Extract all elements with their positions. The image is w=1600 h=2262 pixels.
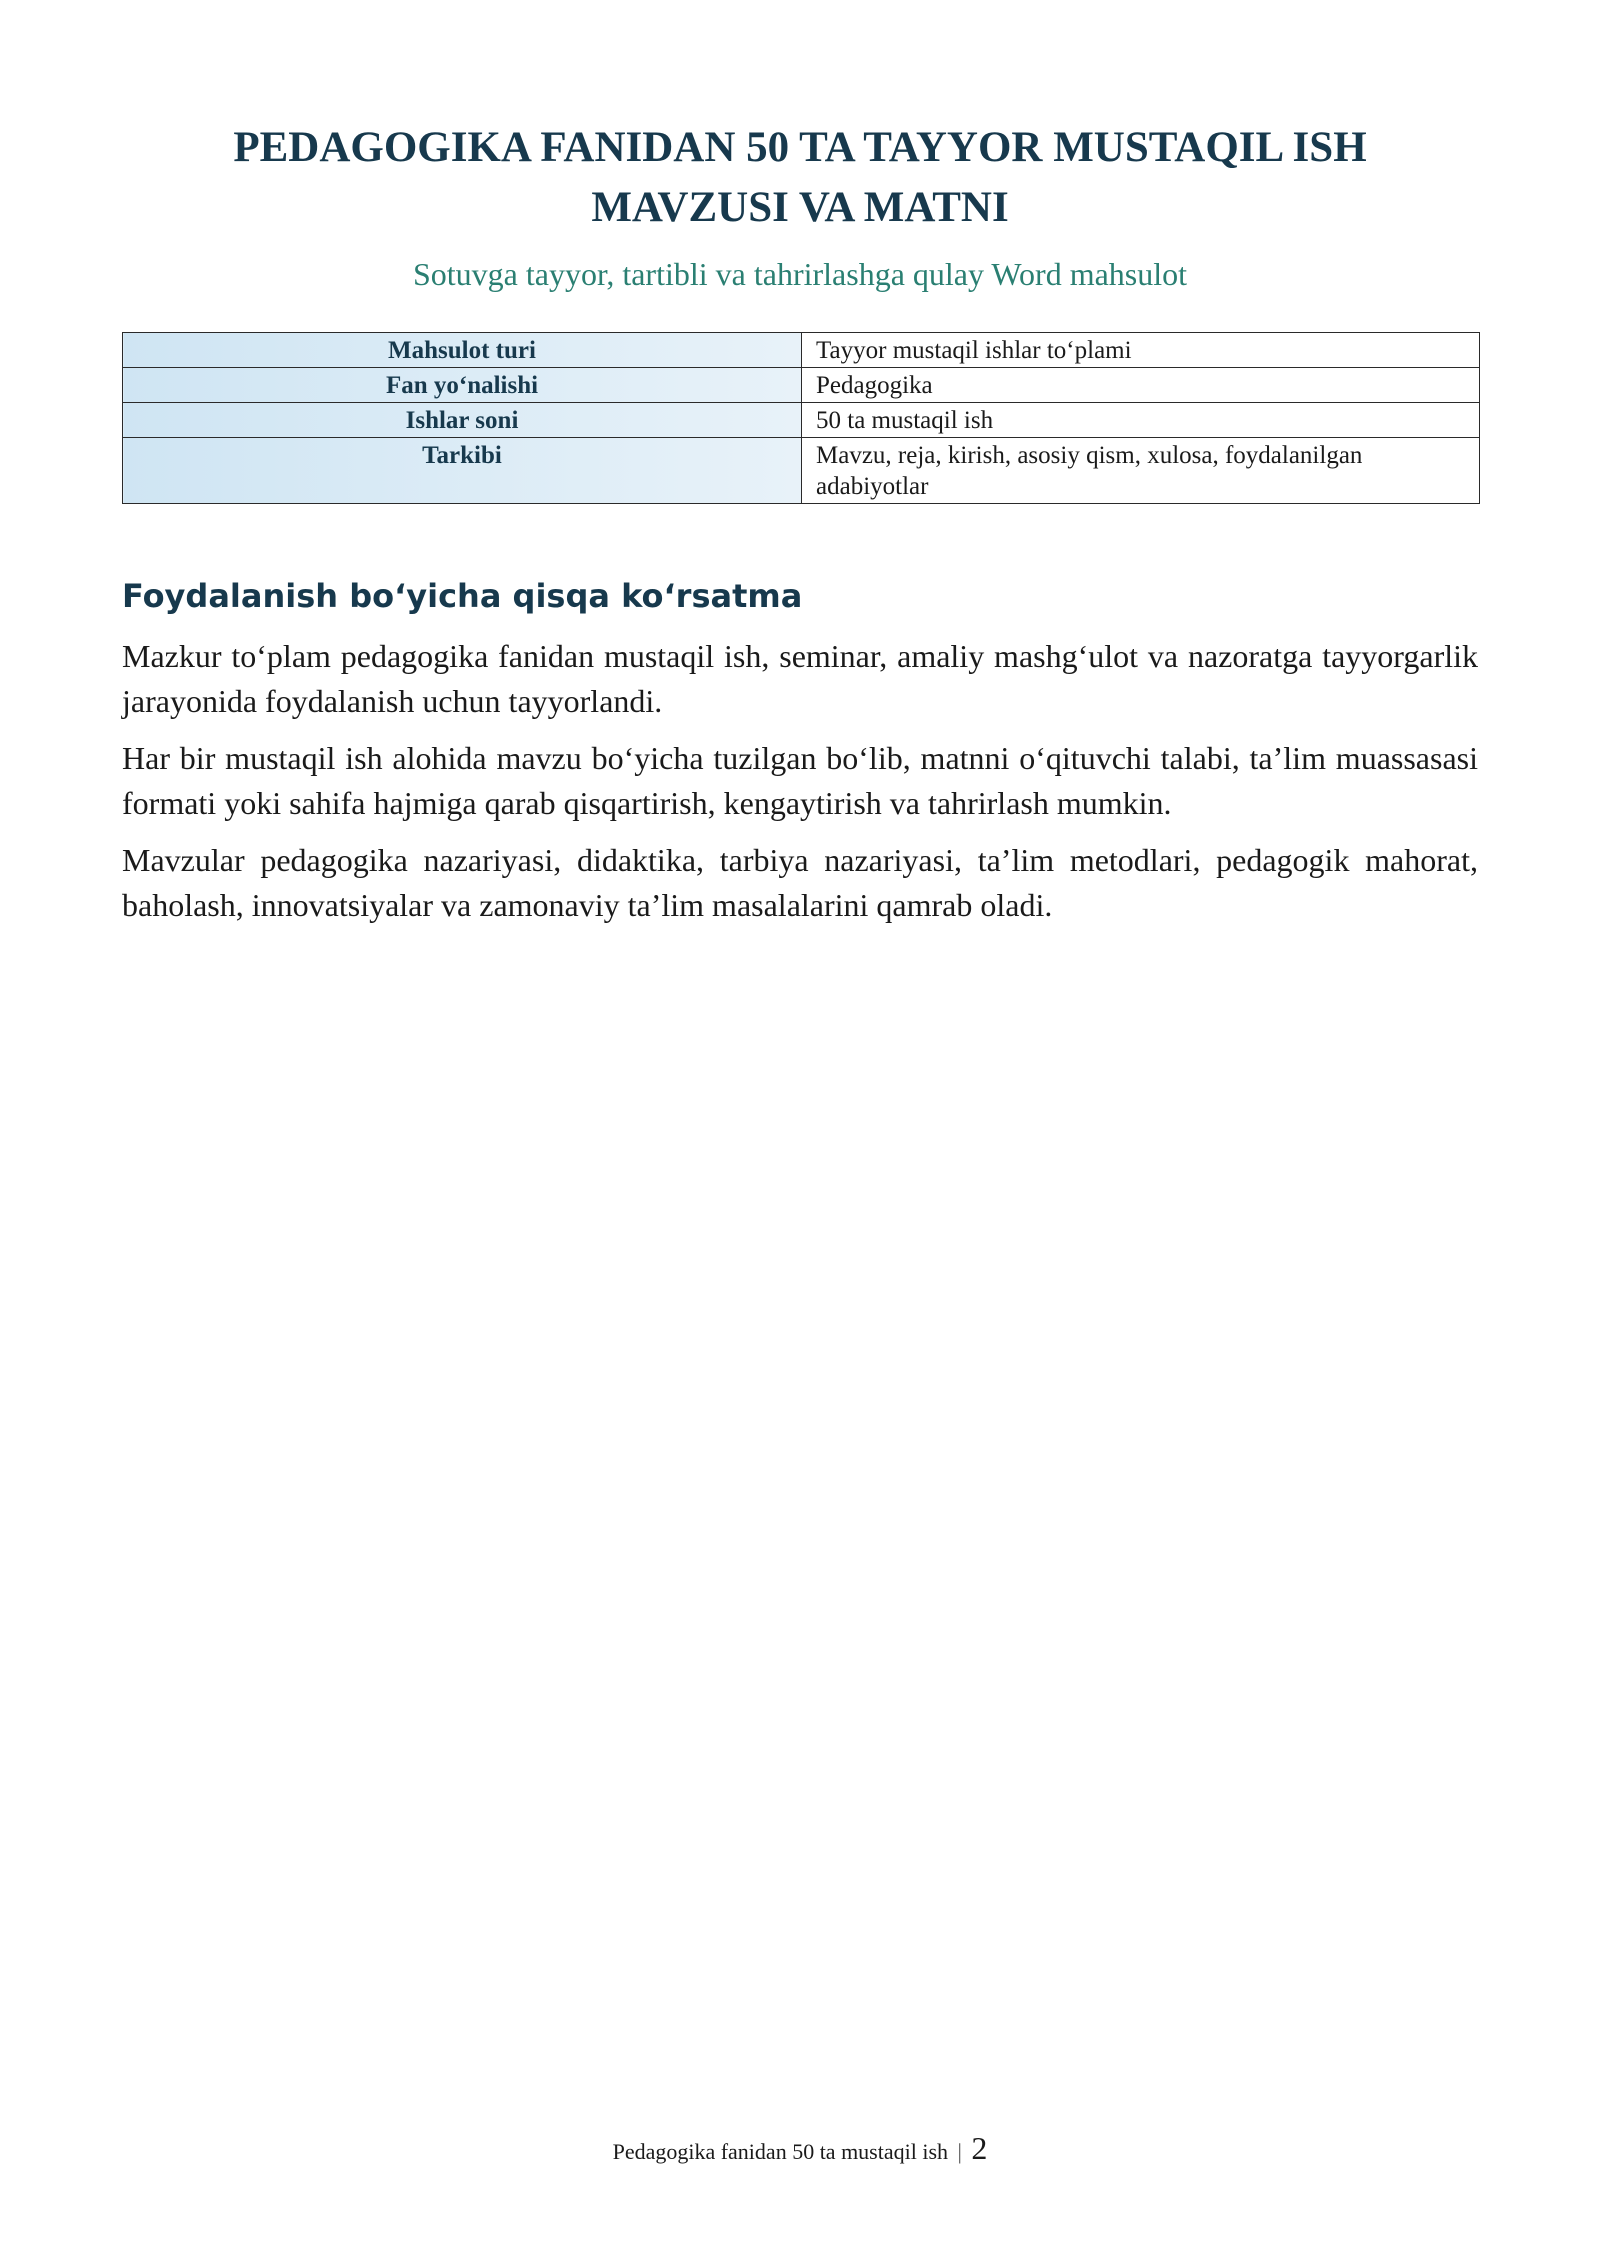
footer-separator: | xyxy=(957,2139,962,2164)
document-title-line-1: PEDAGOGIKA FANIDAN 50 TA TAYYOR MUSTAQIL ISH xyxy=(233,124,1367,171)
table-key-cell: Mahsulot turi xyxy=(123,333,802,368)
document-subtitle: Sotuvga tayyor, tartibli va tahrirlashga qulay Word mahsulot xyxy=(412,256,1188,292)
table-key-cell: Tarkibi xyxy=(123,438,802,504)
page-footer xyxy=(0,2128,1600,2172)
document-title-line-2: MAVZUSI VA MATNI xyxy=(591,184,1009,231)
body-paragraph: Mazkur to‘plam pedagogika fanidan mustaqil ish, seminar, amaliy mashg‘ulot va nazoratga tayyorgarlik jarayonida foydalanish uchun tayyorlandi. xyxy=(122,638,1478,719)
body-paragraph: Har bir mustaqil ish alohida mavzu bo‘yicha tuzilgan bo‘lib, matnni o‘qituvchi talabi, ta’lim muassasasi formati yoki sahifa hajmiga qarab qisqartirish, kengaytirish va tahrirlash mumkin. xyxy=(122,740,1478,821)
section-heading: Foydalanish bo‘yicha qisqa ko‘rsatma xyxy=(122,577,803,615)
page-number: 2 xyxy=(971,2130,988,2166)
table-key-cell: Ishlar soni xyxy=(123,403,802,438)
product-info-table xyxy=(122,332,1480,504)
table-row xyxy=(123,368,1480,403)
footer-text: Pedagogika fanidan 50 ta mustaqil ish xyxy=(612,2139,949,2164)
body-paragraph: Mavzular pedagogika nazariyasi, didaktika, tarbiya nazariyasi, ta’lim metodlari, pedagogik mahorat, baholash, innovatsiyalar va zamonaviy ta’lim masalalarini qamrab oladi. xyxy=(122,842,1478,923)
table-row xyxy=(123,333,1480,368)
document-title xyxy=(120,118,1480,238)
table-row xyxy=(123,438,1480,504)
table-value-cell: Mavzu, reja, kirish, asosiy qism, xulosa, foydalanilgan adabiyotlar xyxy=(802,438,1480,504)
table-key-cell: Fan yo‘nalishi xyxy=(123,368,802,403)
table-value-cell: 50 ta mustaqil ish xyxy=(802,403,1480,438)
section-body xyxy=(122,634,1478,940)
table-row xyxy=(123,403,1480,438)
table-value-cell: Pedagogika xyxy=(802,368,1480,403)
table-value-cell: Tayyor mustaqil ishlar to‘plami xyxy=(802,333,1480,368)
